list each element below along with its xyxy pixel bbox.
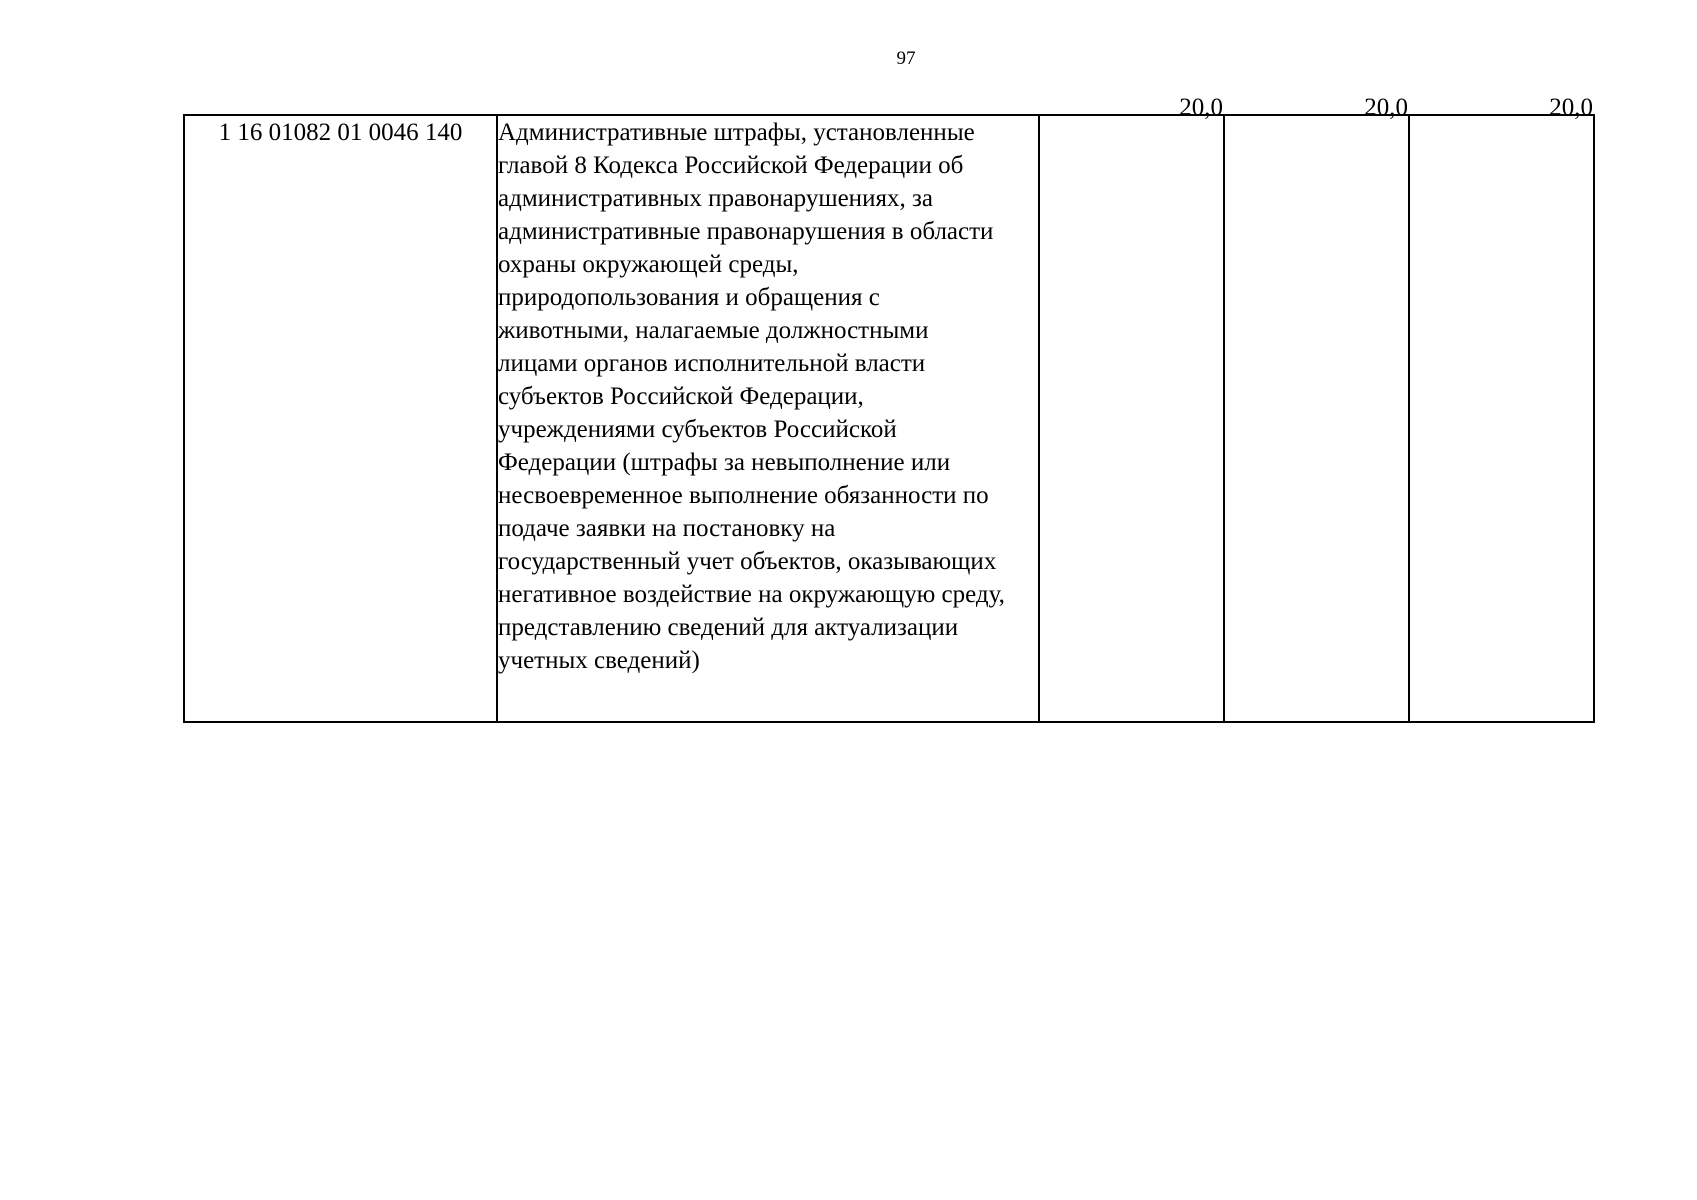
value-cell-3 [1409,94,1594,722]
value-cell-1 [1039,94,1224,722]
amount-value: 20,0 [1179,94,1223,121]
description-line: главой 8 Кодекса Российской Федерации об [498,152,964,179]
description-line: природопользования и обращения с [498,284,880,311]
value-cell-2 [1224,94,1409,722]
description-line: лицами органов исполнительной власти [498,350,926,377]
description-line: Административные штрафы, установленные [498,119,975,146]
description-line: административных правонарушениях, за [498,185,933,212]
page-number: 97 [896,48,916,69]
description-line: Федерации (штрафы за невыполнение или [498,449,951,476]
description-line: животными, налагаемые должностными [498,317,929,344]
description-line: субъектов Российской Федерации, [498,383,864,410]
description-line: несвоевременное выполнение обязанности по [498,482,989,509]
description-cell [497,115,1039,722]
table-row [184,115,1594,722]
code-cell [184,115,497,722]
description-line: учетных сведений) [498,647,700,674]
description-line: представлению сведений для актуализации [498,614,959,641]
description-line: охраны окружающей среды, [498,251,799,278]
description-line: административные правонарушения в области [498,218,994,245]
amount-value: 20,0 [1549,94,1593,121]
description-line: учреждениями субъектов Российской [498,416,897,443]
budget-classification-code: 1 16 01082 01 0046 140 [218,119,463,146]
description-line: негативное воздействие на окружающую среду, [498,581,1005,608]
description-line: государственный учет объектов, оказывающих [498,548,997,575]
amount-value: 20,0 [1364,94,1408,121]
budget-table [183,94,1595,723]
description-line: подаче заявки на постановку на [498,515,836,542]
